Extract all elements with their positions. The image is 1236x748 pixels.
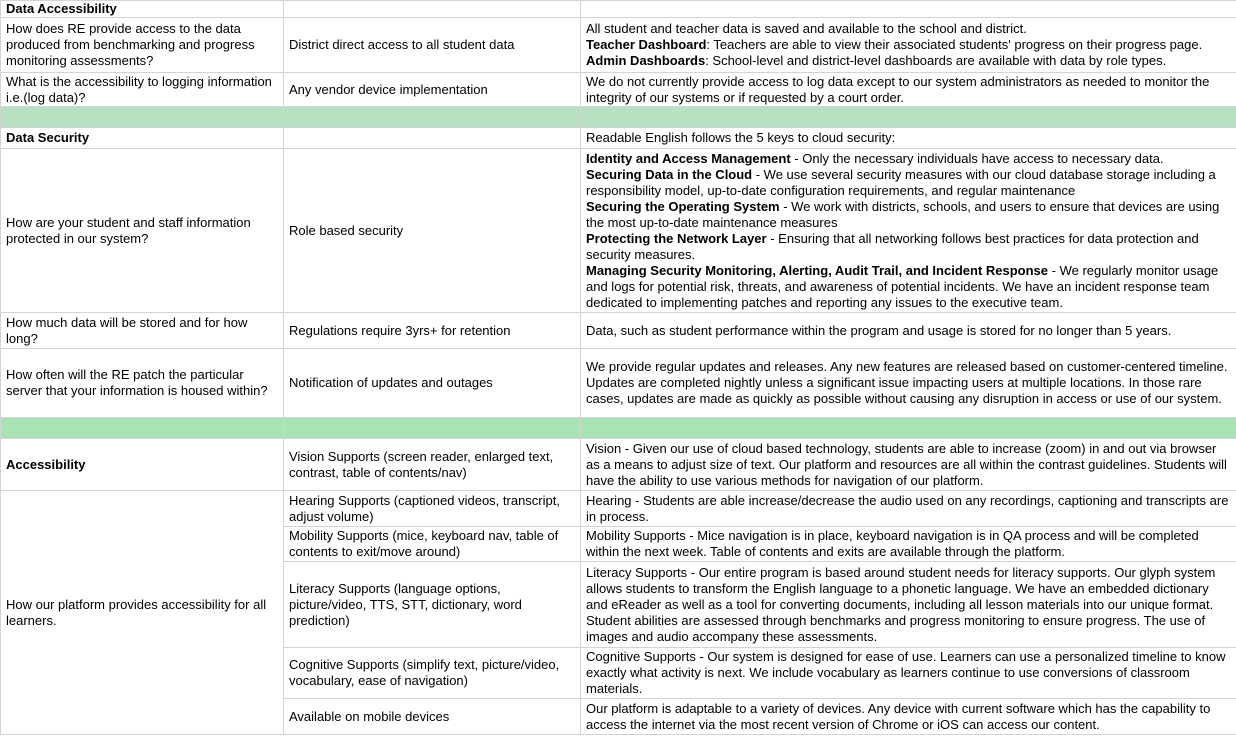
question-cell[interactable]: How are your student and staff information protected in our system? (1, 149, 284, 313)
requirement-cell[interactable]: Available on mobile devices (284, 699, 581, 735)
security-key-item (586, 167, 1233, 199)
table-row (1, 18, 1236, 73)
requirement-cell[interactable]: Role based security (284, 149, 581, 313)
table-row (1, 491, 1236, 527)
requirement-cell[interactable]: Literacy Supports (language options, picture/video, TTS, STT, dictionary, word prediction) (284, 562, 581, 648)
security-key-item (586, 151, 1233, 167)
security-key-label: Protecting the Network Layer (586, 230, 767, 246)
table-row (1, 73, 1236, 107)
requirement-cell[interactable]: Hearing Supports (captioned videos, transcript, adjust volume) (284, 491, 581, 527)
security-key-label: Securing Data in the Cloud (586, 166, 753, 182)
security-key-label: Securing the Operating System (586, 198, 780, 214)
separator-row (1, 418, 1236, 439)
cell[interactable] (284, 128, 581, 149)
answer-cell[interactable]: Cognitive Supports - Our system is designed for ease of use. Learners can use a personalized timeline to know exactly what activity is next. We include vocabulary as learners continue to use conversions of classroom materials. (581, 648, 1236, 699)
cell[interactable] (284, 418, 581, 439)
requirement-cell[interactable]: Cognitive Supports (simplify text, picture/video, vocabulary, ease of navigation) (284, 648, 581, 699)
question-cell[interactable]: How often will the RE patch the particular server that your information is housed within? (1, 349, 284, 418)
answer-cell[interactable]: Vision - Given our use of cloud based technology, students are able to increase (zoom) in and out via browser as a means to adjust size of text. Our platform and resources are all within the contrast guidelines. Students will have the ability to use various methods for navigation of our platform. (581, 439, 1236, 491)
cell[interactable] (581, 418, 1236, 439)
answer-cell[interactable]: Our platform is adaptable to a variety of devices. Any device with current software which has the capability to access the internet via the most recent version of Chrome or iOS can access our content. (581, 699, 1236, 735)
answer-cell[interactable] (581, 18, 1236, 73)
security-key-text: - We use several security measures with our cloud database storage including a responsibility model, up-to-date configuration requirements, and regular maintenance (586, 166, 1216, 198)
requirement-cell[interactable]: Vision Supports (screen reader, enlarged text, contrast, table of contents/nav) (284, 439, 581, 491)
security-key-text: - Ensuring that all networking follows best practices for data protection and security measures. (586, 230, 1199, 262)
answer-cell[interactable]: Hearing - Students are able increase/decrease the audio used on any recordings, captioning and transcripts are in process. (581, 491, 1236, 527)
answer-cell[interactable]: Literacy Supports - Our entire program is based around student needs for literacy supports. Our glyph system allows students to transform the English language to a phonetic language. We have an embedded dictionary and eReader as well as a tool for converting documents, including all lesson materials into our unique format. Student abilities are assessed through benchmarks and progress monitoring to ensure progress. The use of images and audio accompany these assessments. (581, 562, 1236, 648)
answer-line (586, 37, 1233, 53)
security-key-item (586, 231, 1233, 263)
answer-cell[interactable]: Data, such as student performance within the program and usage is stored for no longer than 5 years. (581, 313, 1236, 349)
security-key-item (586, 199, 1233, 231)
requirement-cell[interactable]: Mobility Supports (mice, keyboard nav, table of contents to exit/move around) (284, 527, 581, 562)
table-row (1, 439, 1236, 491)
requirement-cell[interactable]: District direct access to all student data (284, 18, 581, 73)
cell[interactable] (284, 1, 581, 18)
security-key-text: - We regularly monitor usage and logs for potential risk, threats, and awareness of potential incidents. We have an incident response team dedicated to implementing patches and reporting any issues to the executive team. (586, 262, 1219, 310)
section-header-data-accessibility[interactable]: Data Accessibility (1, 1, 284, 18)
answer-line (586, 53, 1233, 69)
answer-line: All student and teacher data is saved and available to the school and district. (586, 21, 1027, 36)
cell[interactable] (581, 107, 1236, 128)
teacher-dashboard-label: Teacher Dashboard (586, 37, 707, 52)
security-key-label: Managing Security Monitoring, Alerting, Audit Trail, and Incident Response (586, 262, 1049, 278)
answer-cell[interactable] (581, 149, 1236, 313)
security-key-text: - We work with districts, schools, and users to ensure that devices are using the most up-to-date maintenance measures (586, 198, 1220, 230)
table-row (1, 313, 1236, 349)
security-key-text: - Only the necessary individuals have access to necessary data. (790, 150, 1164, 166)
answer-cell[interactable]: We do not currently provide access to log data except to our system administrators as needed to monitor the integrity of our systems or if requested by a court order. (581, 73, 1236, 107)
requirement-cell[interactable]: Any vendor device implementation (284, 73, 581, 107)
security-key-item (586, 263, 1233, 311)
teacher-dashboard-text: : Teachers are able to view their associated students' progress on their progress page. (706, 37, 1203, 52)
cell[interactable] (1, 418, 284, 439)
table-row (1, 349, 1236, 418)
cell[interactable] (581, 1, 1236, 18)
section-header-data-security[interactable]: Data Security (1, 128, 284, 149)
question-cell[interactable]: How does RE provide access to the data produced from benchmarking and progress monitoring assessments? (1, 18, 284, 73)
question-cell[interactable]: How much data will be stored and for how long? (1, 313, 284, 349)
security-key-label: Identity and Access Management (586, 150, 791, 166)
admin-dashboards-label: Admin Dashboards (586, 53, 706, 68)
table-row (1, 1, 1236, 18)
table-row (1, 149, 1236, 313)
answer-cell[interactable]: We provide regular updates and releases. Any new features are released based on customer-centered timeline. Updates are completed nightly unless a significant issue impacting users at multiple locations. In those rare cases, updates are made as quickly as possible without causing any disruption in access or use of our system. (581, 349, 1236, 418)
question-cell[interactable]: What is the accessibility to logging information i.e.(log data)? (1, 73, 284, 107)
admin-dashboards-text: : School-level and district-level dashboards are available with data by role types. (705, 53, 1167, 68)
table-row (1, 128, 1236, 149)
cell[interactable] (1, 107, 284, 128)
section-header-accessibility[interactable]: Accessibility (1, 439, 284, 491)
question-cell[interactable]: How our platform provides accessibility for all learners. (1, 491, 284, 735)
answer-cell[interactable]: Mobility Supports - Mice navigation is in place, keyboard navigation is in QA process and will be completed within the next week. Table of contents and exits are available through the platform. (581, 527, 1236, 562)
requirement-cell[interactable]: Regulations require 3yrs+ for retention (284, 313, 581, 349)
cell[interactable] (284, 107, 581, 128)
answer-cell[interactable]: Readable English follows the 5 keys to cloud security: (581, 128, 1236, 149)
separator-row (1, 107, 1236, 128)
requirement-cell[interactable]: Notification of updates and outages (284, 349, 581, 418)
